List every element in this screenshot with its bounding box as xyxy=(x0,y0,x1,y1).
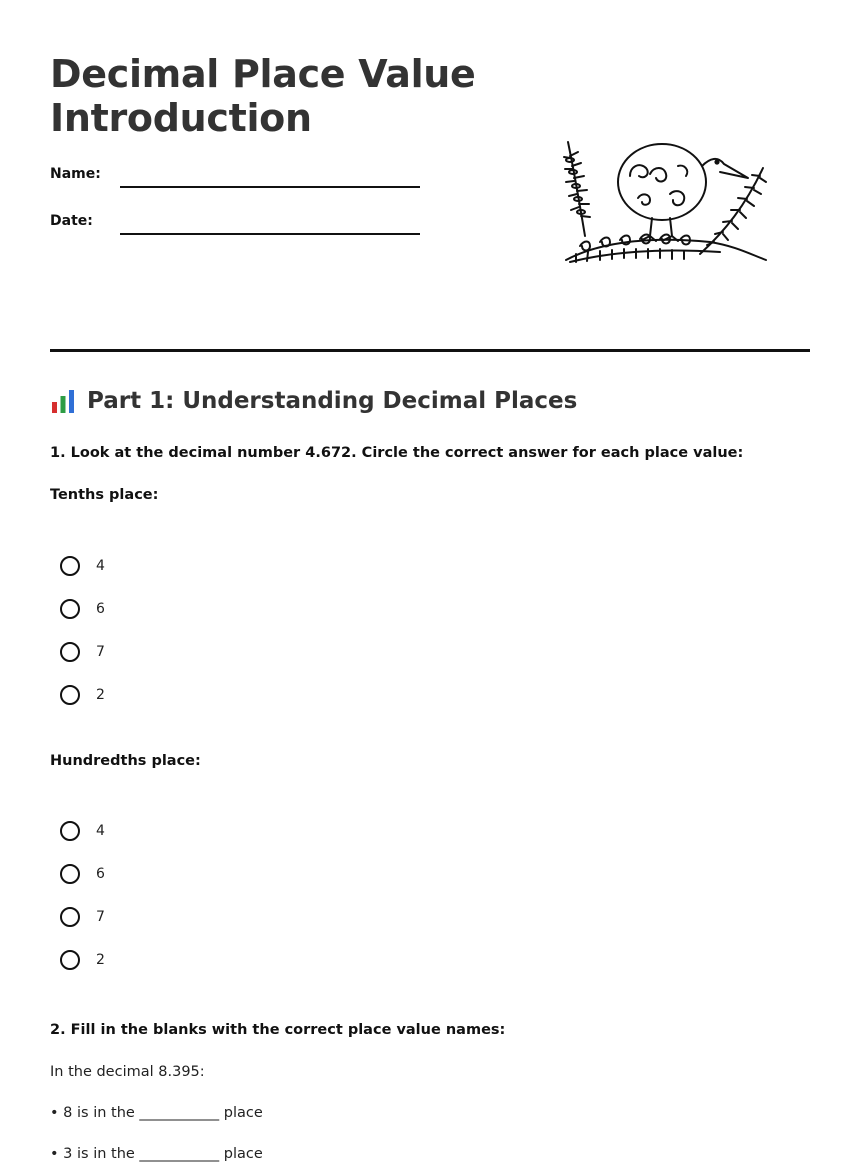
question-1-text: 1. Look at the decimal number 4.672. Circle the correct answer for each place value: xyxy=(50,445,744,461)
name-label: Name: xyxy=(50,166,101,182)
date-label: Date: xyxy=(50,213,93,229)
radio-button[interactable] xyxy=(60,864,80,884)
part1-heading-text: Part 1: Understanding Decimal Places xyxy=(87,388,578,414)
fill-blank-item: • 3 is in the ___________ place xyxy=(50,1146,263,1162)
hundredths-place-label: Hundredths place: xyxy=(50,753,201,769)
tenths-option[interactable] xyxy=(60,597,105,621)
option-label: 6 xyxy=(96,601,105,617)
tenths-place-label: Tenths place: xyxy=(50,487,159,503)
radio-button[interactable] xyxy=(60,642,80,662)
hundredths-option[interactable] xyxy=(60,819,105,843)
radio-button[interactable] xyxy=(60,907,80,927)
hundredths-option[interactable] xyxy=(60,862,105,886)
radio-button[interactable] xyxy=(60,556,80,576)
radio-button[interactable] xyxy=(60,950,80,970)
worksheet-title: Decimal Place Value Introduction xyxy=(50,52,476,140)
option-label: 2 xyxy=(96,952,105,968)
fill-blank-item: • 8 is in the ___________ place xyxy=(50,1105,263,1121)
option-label: 2 xyxy=(96,687,105,703)
hundredths-option[interactable] xyxy=(60,905,105,929)
tenths-option[interactable] xyxy=(60,640,105,664)
radio-button[interactable] xyxy=(60,821,80,841)
option-label: 7 xyxy=(96,909,105,925)
option-label: 4 xyxy=(96,823,105,839)
kiwi-fern-illustration xyxy=(560,136,770,268)
tenths-option[interactable] xyxy=(60,683,105,707)
name-field-line[interactable] xyxy=(120,186,420,188)
option-label: 7 xyxy=(96,644,105,660)
radio-button[interactable] xyxy=(60,599,80,619)
bar-chart-icon xyxy=(50,388,76,414)
option-label: 6 xyxy=(96,866,105,882)
tenths-option[interactable] xyxy=(60,554,105,578)
header-divider xyxy=(50,349,810,352)
question-2-intro: In the decimal 8.395: xyxy=(50,1064,205,1080)
hundredths-option[interactable] xyxy=(60,948,105,972)
radio-button[interactable] xyxy=(60,685,80,705)
option-label: 4 xyxy=(96,558,105,574)
date-field-line[interactable] xyxy=(120,233,420,235)
question-2-text: 2. Fill in the blanks with the correct place value names: xyxy=(50,1022,506,1038)
part1-heading xyxy=(50,388,577,414)
